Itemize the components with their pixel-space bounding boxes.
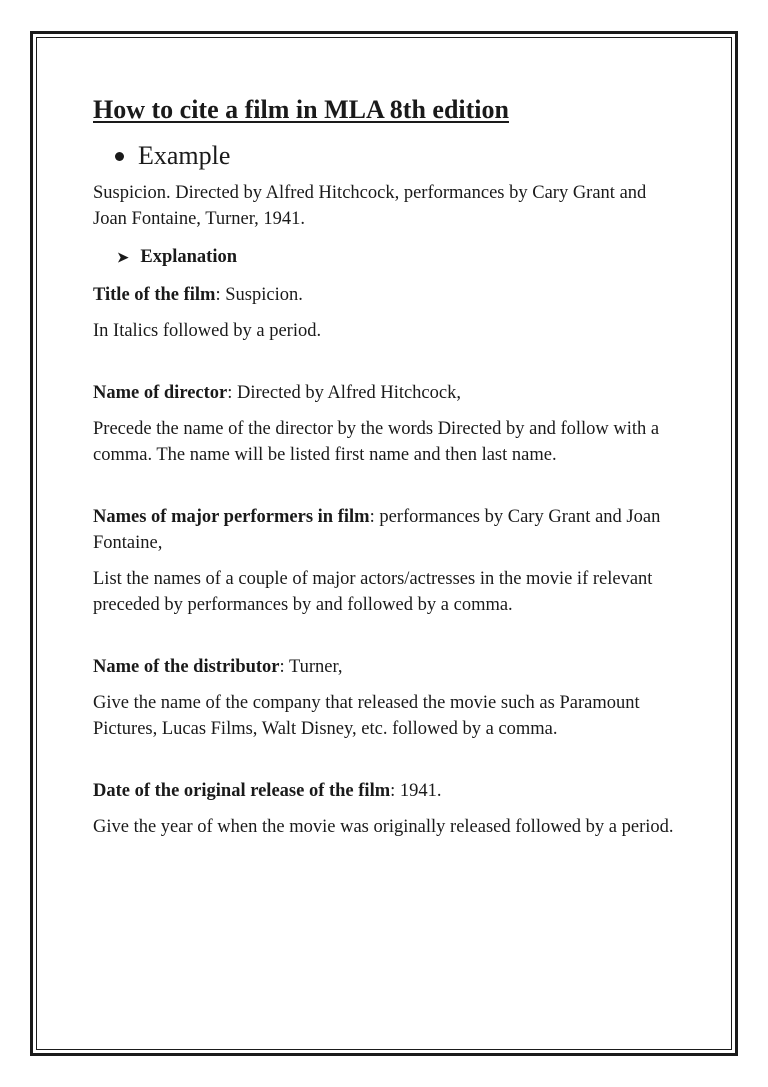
page-title: How to cite a film in MLA 8th edition [93,95,509,124]
section-major-performers [93,504,683,556]
section-description: Precede the name of the director by the words Directed by and follow with a comma. The name will be listed first name and then last name. [93,419,660,465]
section-label: Date of the original release of the film [93,781,391,801]
section-release-date [93,778,683,804]
section-value: : Suspicion. [215,285,303,305]
section-description: List the names of a couple of major actors/actresses in the movie if relevant preceded by performances by and followed by a comma. [93,569,653,615]
bullet-dot-icon [115,152,124,161]
section-title-of-film [93,282,683,308]
section-label: Name of the distributor [93,657,280,677]
example-citation: Suspicion. Directed by Alfred Hitchcock, performances by Cary Grant and Joan Fontaine, Turner, 1941. [93,183,647,229]
section-label: Names of major performers in film [93,507,370,527]
section-distributor [93,654,683,680]
section-description: Give the name of the company that released the movie such as Paramount Pictures, Lucas Films, Walt Disney, etc. followed by a comma. [93,693,640,739]
explanation-heading [93,244,683,272]
section-description: In Italics followed by a period. [93,321,322,341]
section-description: Give the year of when the movie was originally released followed by a period. [93,817,674,837]
explanation-heading-label: Explanation [140,247,238,267]
section-value: : performances by Cary Grant and Joan Fontaine, [93,507,661,553]
section-label: Name of director [93,383,228,403]
document-body [93,92,683,840]
section-value: : 1941. [390,781,442,801]
section-value: : Directed by Alfred Hitchcock, [227,383,461,403]
arrow-bullet-icon: ➤ [117,251,129,266]
section-name-of-director [93,380,683,406]
section-value: : Turner, [279,657,343,677]
example-bullet [93,140,683,172]
example-bullet-label: Example [138,141,231,170]
section-label: Title of the film [93,285,216,305]
